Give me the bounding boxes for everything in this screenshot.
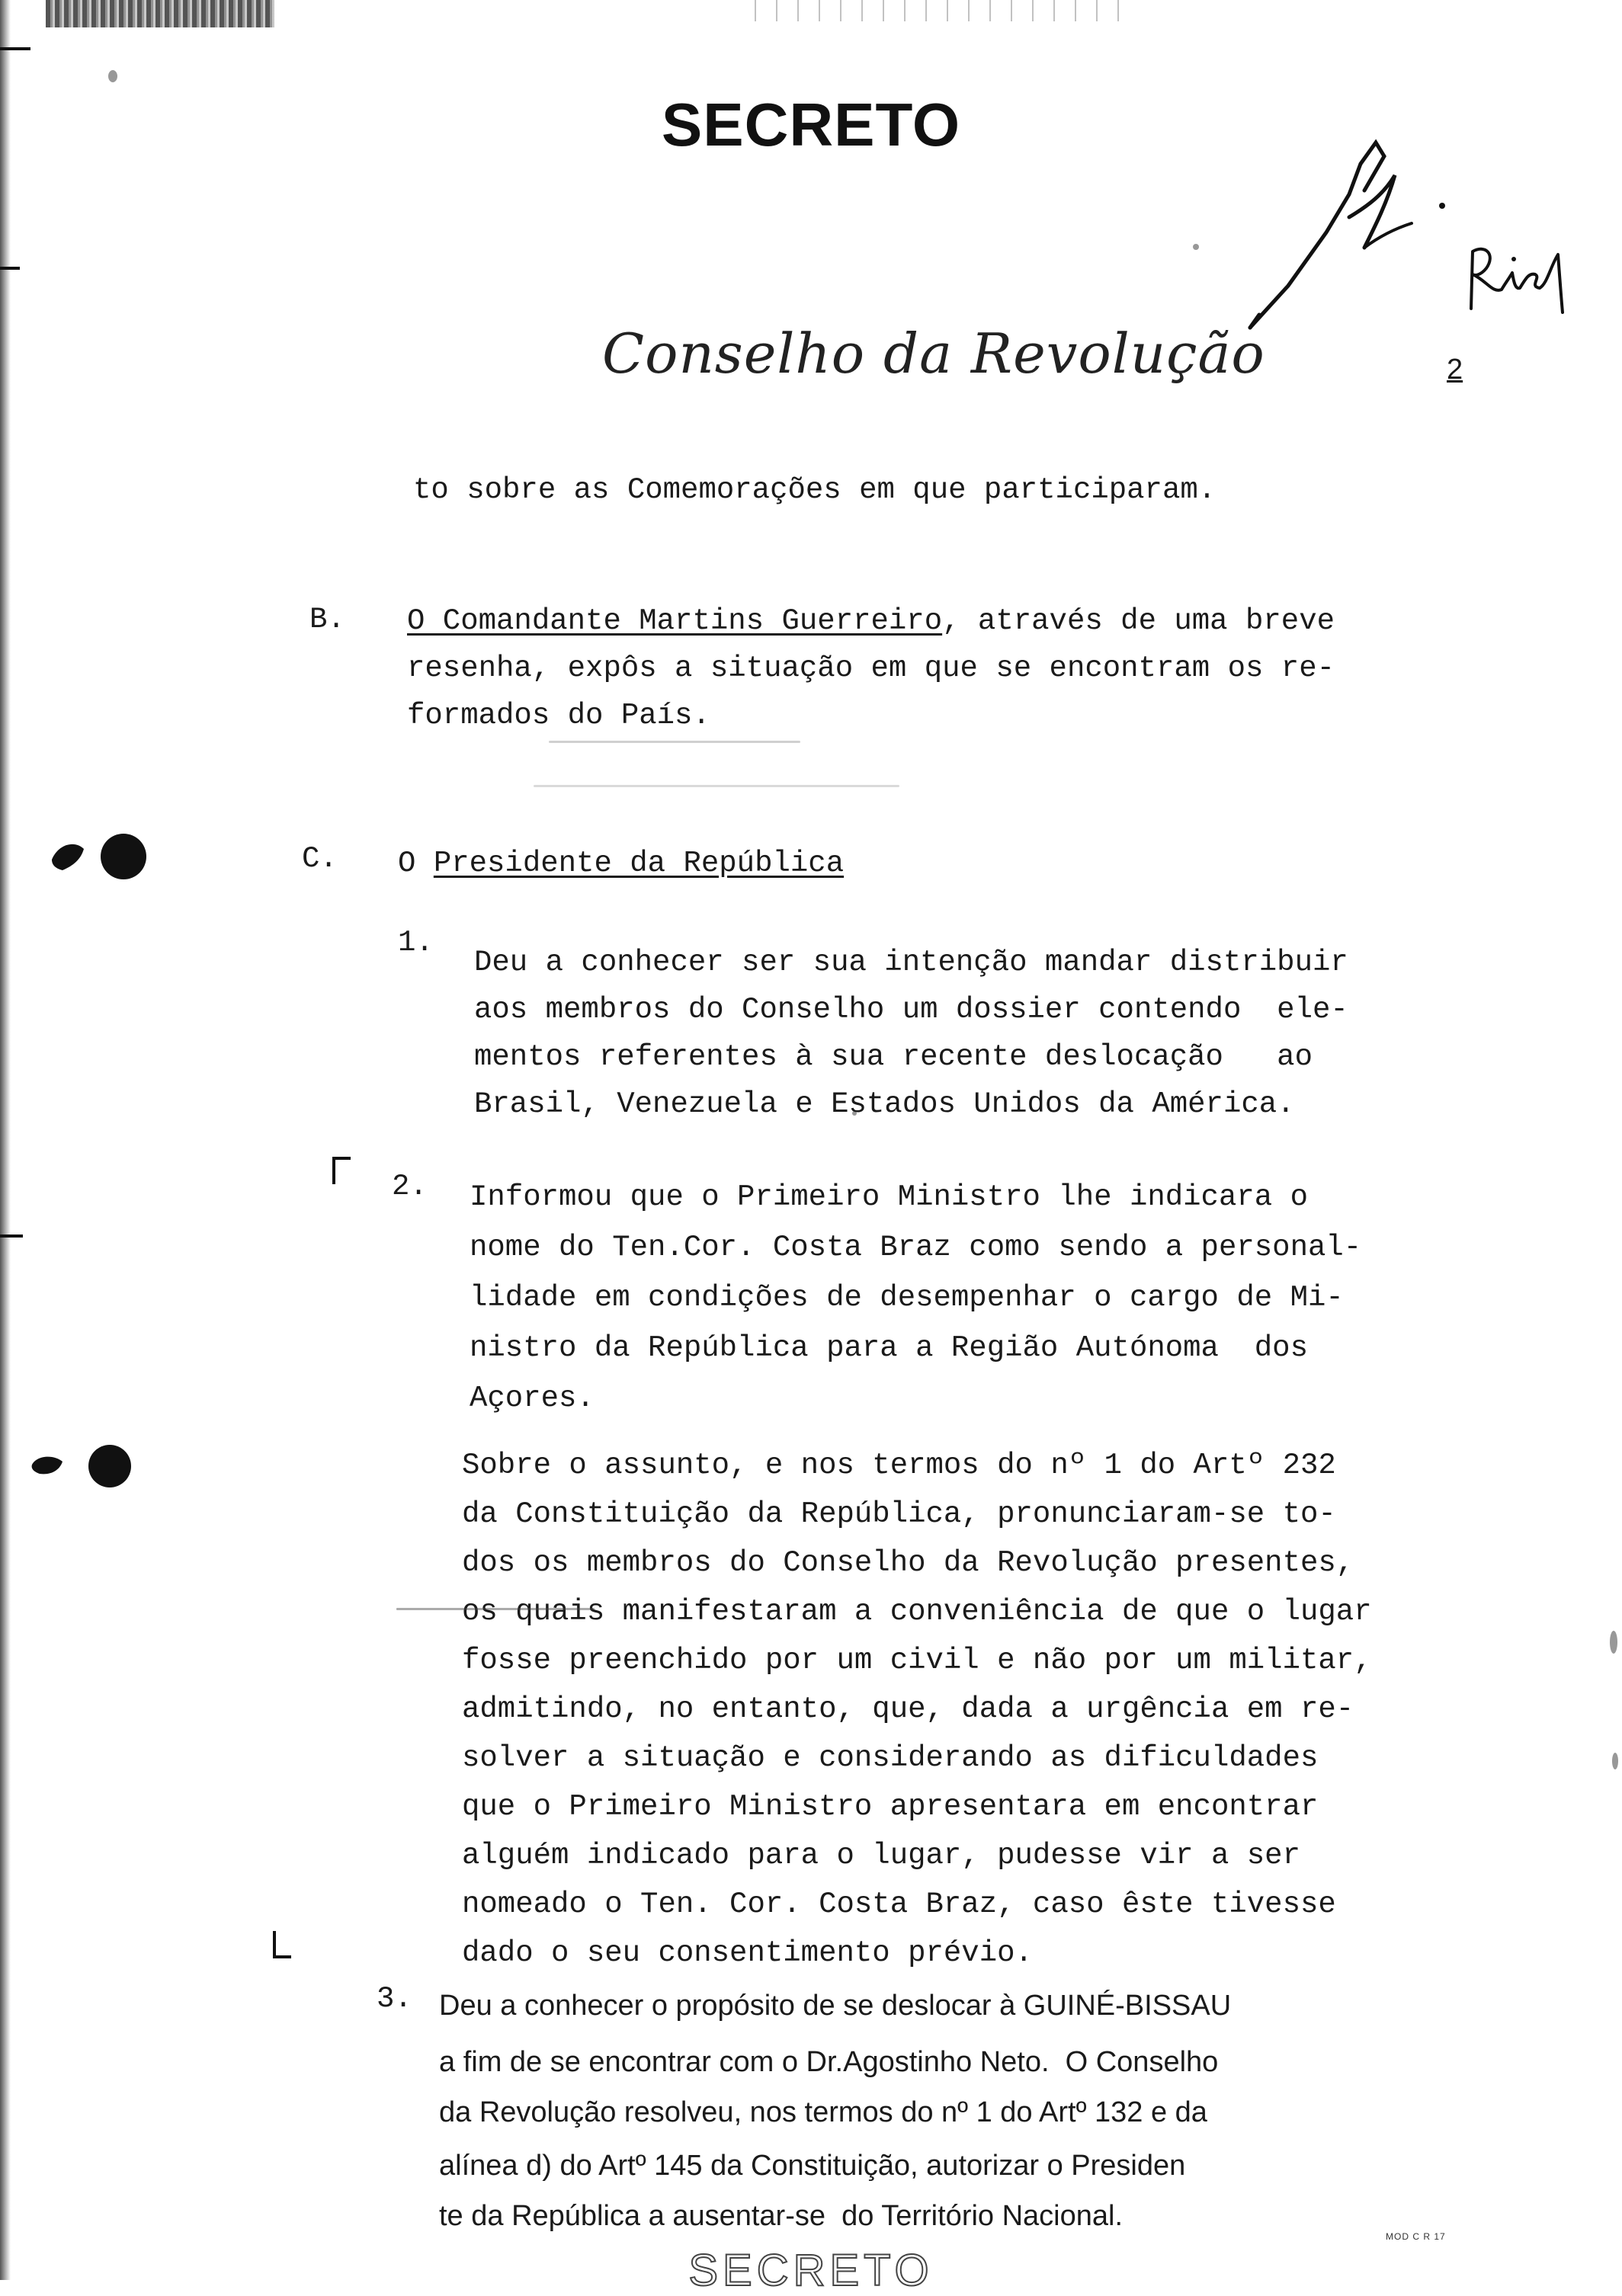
item-1-line: Deu a conhecer ser sua intenção mandar distribuir: [474, 946, 1348, 979]
item-1-number: 1.: [398, 926, 434, 959]
continuation-line: to sobre as Comemorações em que participaram.: [413, 473, 1216, 507]
scan-noise-top-left: [46, 0, 274, 27]
section-b-line-3: formados do País.: [407, 699, 710, 732]
scan-speck: [108, 70, 117, 82]
handwritten-signature: [1235, 133, 1456, 339]
item-3-line: Deu a conhecer o propósito de se deslocar à GUINÉ-BISSAU: [439, 1990, 1232, 2022]
punch-hole: [20, 1433, 142, 1501]
section-c-heading-text: Presidente da República: [433, 847, 845, 880]
classification-stamp-bottom: SECRETO: [688, 2246, 934, 2295]
edge-mark: [0, 47, 30, 50]
letterhead: Conselho da Revolução: [602, 322, 1265, 386]
item-1-line: Brasil, Venezuela e Estados Unidos da América.: [474, 1087, 1295, 1121]
item-2-paragraph-line: alguém indicado para o lugar, pudesse vir a ser: [462, 1839, 1300, 1872]
edge-mark: [0, 1234, 23, 1238]
handwritten-initials: [1456, 236, 1578, 320]
margin-bracket-bottom: [271, 1929, 294, 1960]
item-2-paragraph-line: dado o seu consentimento prévio.: [462, 1936, 1033, 1970]
scan-speck: [549, 741, 800, 743]
item-2-paragraph-line: solver a situação e considerando as dificuldades: [462, 1741, 1319, 1775]
section-b-marker: B.: [309, 603, 345, 636]
edge-mark: [0, 267, 20, 270]
item-2-number: 2.: [392, 1170, 428, 1203]
item-2-paragraph-line: Sobre o assunto, e nos termos do nº 1 do Artº 232: [462, 1449, 1336, 1482]
item-2-paragraph-line: admitindo, no entanto, que, dada a urgência em re-: [462, 1692, 1354, 1726]
item-2-paragraph-line: os quais manifestaram a conveniência de que o lugar: [462, 1595, 1372, 1628]
scan-noise-top-center: [747, 0, 1128, 21]
item-2-paragraph-line: da Constituição da República, pronunciaram-se to-: [462, 1497, 1336, 1531]
item-2-paragraph-line: que o Primeiro Ministro apresentara em encontrar: [462, 1790, 1319, 1824]
section-c-marker: C.: [302, 842, 338, 876]
item-2-line: lidade em condições de desempenhar o cargo de Mi-: [470, 1281, 1344, 1315]
item-3-number: 3.: [377, 1982, 412, 2016]
scan-speck: [1612, 1753, 1618, 1769]
item-3-line: a fim de se encontrar com o Dr.Agostinho Neto. O Conselho: [439, 2046, 1219, 2078]
overstrike-mark: [396, 1608, 595, 1610]
item-1-line: aos membros do Conselho um dossier contendo ele-: [474, 993, 1348, 1026]
item-2-paragraph-line: dos os membros do Conselho da Revolução presentes,: [462, 1546, 1354, 1580]
form-code: MOD C R 17: [1386, 2231, 1446, 2242]
section-b-line-1-rest: , através de uma breve: [942, 604, 1335, 638]
item-2-line: Informou que o Primeiro Ministro lhe indicara o: [470, 1180, 1308, 1214]
section-b-line-2: resenha, expôs a situação em que se encontram os re-: [407, 652, 1335, 685]
item-2-paragraph-line: nomeado o Ten. Cor. Costa Braz, caso êste tivesse: [462, 1888, 1336, 1921]
section-b-subject: O Comandante Martins Guerreiro: [407, 604, 943, 638]
section-c-heading: [398, 840, 844, 887]
scan-left-edge: [0, 0, 11, 2280]
item-1-line: mentos referentes à sua recente deslocação ao: [474, 1040, 1313, 1074]
punch-hole: [44, 823, 151, 892]
item-3-line: da Revolução resolveu, nos termos do nº 1 do Artº 132 e da: [439, 2096, 1207, 2128]
item-3-line: alínea d) do Artº 145 da Constituição, autorizar o Presiden: [439, 2150, 1186, 2182]
scan-speck: [1610, 1631, 1617, 1654]
item-3-line: te da República a ausentar-se do Território Nacional.: [439, 2200, 1124, 2232]
classification-stamp-top: SECRETO: [661, 91, 961, 159]
section-b-line-1: [407, 597, 1335, 645]
item-2-paragraph-line: fosse preenchido por um civil e não por um militar,: [462, 1644, 1372, 1677]
item-2-line: nome do Ten.Cor. Costa Braz como sendo a personal-: [470, 1231, 1362, 1264]
item-2-line: nistro da República para a Região Autónoma dos: [470, 1331, 1308, 1365]
margin-bracket-top: [331, 1155, 354, 1186]
page-number: 2: [1447, 354, 1463, 386]
scan-speck: [1193, 244, 1199, 250]
item-2-line: Açores.: [470, 1382, 595, 1415]
section-c-heading-prefix: O: [398, 847, 434, 880]
scan-speck: [534, 785, 899, 787]
